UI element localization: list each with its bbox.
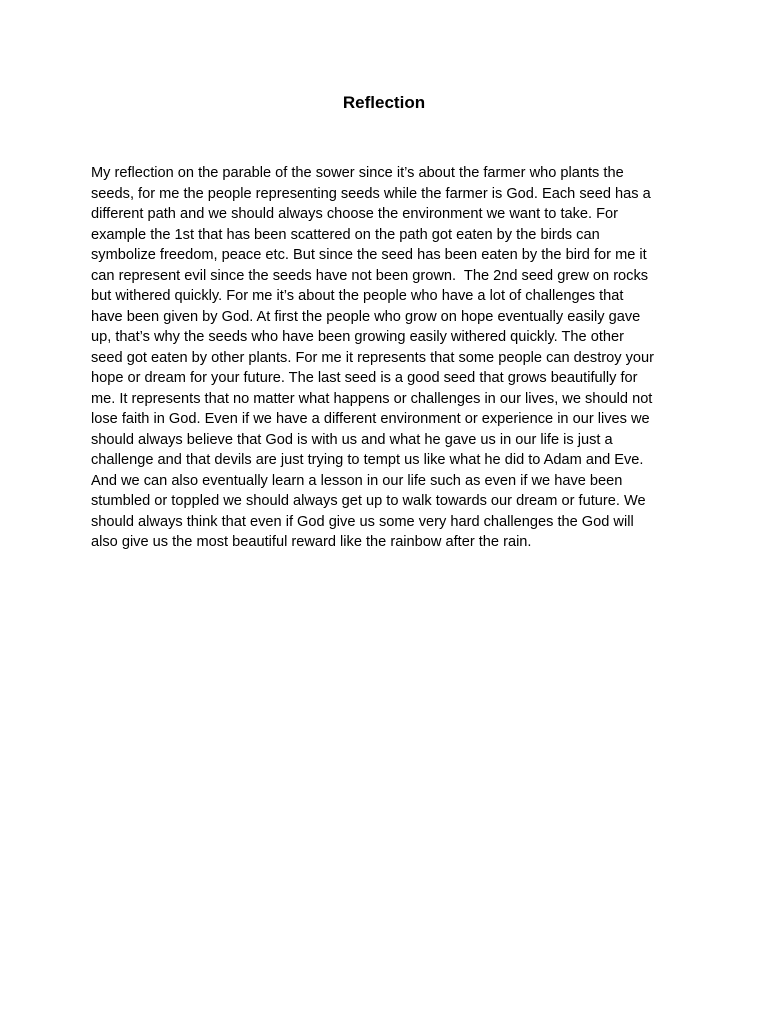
paragraph-line: have been given by God. At first the people who grow on hope eventually easily gave [91,308,641,325]
document-title: Reflection [342,93,426,112]
paragraph-line: me. It represents that no matter what happens or challenges in our lives, we should not [91,390,653,407]
paragraph-line: should always believe that God is with us and what he gave us in our life is just a [91,431,613,448]
paragraph-line: but withered quickly. For me it’s about the people who have a lot of challenges that [91,288,624,304]
paragraph-line: up, that’s why the seeds who have been growing easily withered quickly. The other [91,329,624,345]
reflection-paragraph [91,163,681,553]
paragraph-line: example the 1st that has been scattered on the path got eaten by the birds can [91,226,600,243]
paragraph-line: also give us the most beautiful reward like the rainbow after the rain. [91,534,532,550]
paragraph-line: should always think that even if God give us some very hard challenges the God will [91,513,634,530]
paragraph-line: seeds, for me the people representing seeds while the farmer is God. Each seed has a [91,185,651,202]
paragraph-line: different path and we should always choose the environment we want to take. For [91,206,619,222]
paragraph-line: seed got eaten by other plants. For me it represents that some people can destroy your [91,349,654,366]
paragraph-line: stumbled or toppled we should always get up to walk towards our dream or future. We [91,493,646,509]
paragraph-line: hope or dream for your future. The last seed is a good seed that grows beautifully for [91,370,638,386]
paragraph-line: symbolize freedom, peace etc. But since the seed has been eaten by the bird for me it [91,247,647,263]
paragraph-line: lose faith in God. Even if we have a different environment or experience in our lives we [91,411,650,427]
paragraph-line: And we can also eventually learn a lesson in our life such as even if we have been [91,472,623,489]
paragraph-line: challenge and that devils are just trying to tempt us like what he did to Adam and Eve. [91,452,644,468]
paragraph-line: can represent evil since the seeds have not been grown. The 2nd seed grew on rocks [91,267,649,284]
paragraph-line: My reflection on the parable of the sower since it’s about the farmer who plants the [91,165,624,181]
